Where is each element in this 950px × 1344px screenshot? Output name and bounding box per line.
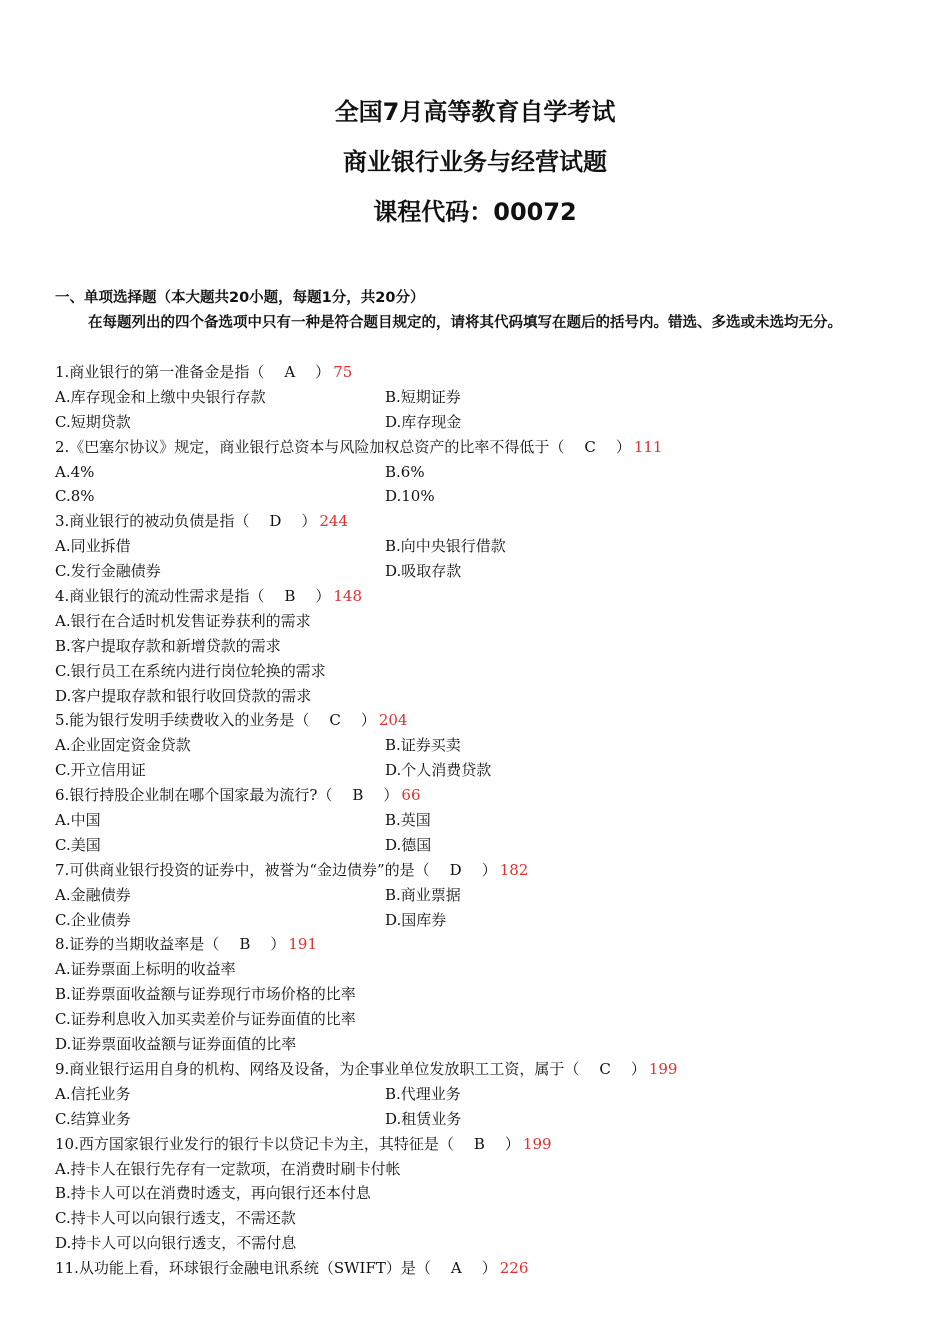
option: D.持卡人可以向银行透支，不需付息 <box>55 1234 297 1253</box>
option-row <box>55 957 905 982</box>
question-text: 11.从功能上看，环球银行金融电讯系统（SWIFT）是（ <box>55 1259 431 1278</box>
answer-close: ） <box>383 786 399 805</box>
answer-letter: B <box>284 587 296 606</box>
answer-close: ） <box>481 1259 497 1278</box>
option: A.企业固定资金贷款 <box>55 736 191 755</box>
page-ref: 199 <box>648 1059 678 1078</box>
option: A.信托业务 <box>55 1084 131 1103</box>
option-row <box>55 1082 905 1107</box>
option: B.客户提取存款和新增贷款的需求 <box>55 636 281 655</box>
question-list <box>55 360 905 1281</box>
option: A.库存现金和上缴中央银行存款 <box>55 387 266 406</box>
question-stem <box>55 584 905 609</box>
answer-close: ） <box>481 860 497 879</box>
option: D.证券票面收益额与证券面值的比率 <box>55 1035 297 1054</box>
option-row <box>55 1032 905 1057</box>
question-stem <box>55 1132 905 1157</box>
option-row <box>55 808 905 833</box>
question-stem <box>55 783 905 808</box>
question-text: 4.商业银行的流动性需求是指（ <box>55 587 265 606</box>
page-ref: 182 <box>499 860 529 879</box>
page-ref: 75 <box>333 363 353 381</box>
option: C.开立信用证 <box>55 761 146 780</box>
answer-letter: C <box>329 711 341 730</box>
option: A.持卡人在银行先存有一定款项，在消费时刷卡付帐 <box>55 1159 401 1178</box>
option-row <box>55 982 905 1007</box>
question-stem <box>55 932 905 957</box>
question-stem <box>55 1256 905 1281</box>
page-ref: 244 <box>319 512 349 531</box>
question-stem <box>55 708 905 733</box>
question-stem <box>55 435 905 460</box>
answer-letter: D <box>449 860 462 879</box>
answer-close: ） <box>360 711 376 730</box>
option: D.租赁业务 <box>385 1109 462 1128</box>
question-text: 3.商业银行的被动负债是指（ <box>55 512 250 531</box>
answer-letter: B <box>473 1134 485 1153</box>
option-row <box>55 385 905 410</box>
option-row <box>55 559 905 584</box>
option: B.向中央银行借款 <box>385 537 506 556</box>
option: A.同业拆借 <box>55 537 131 556</box>
option-row <box>55 659 905 684</box>
option-row <box>55 609 905 634</box>
option: B.6% <box>385 462 425 481</box>
page-ref: 111 <box>633 437 663 456</box>
option: B.英国 <box>385 811 431 830</box>
option-row <box>55 1206 905 1231</box>
answer-close: ） <box>315 363 331 381</box>
answer-close: ） <box>301 512 317 531</box>
option-row <box>55 1231 905 1256</box>
option: A.中国 <box>55 811 101 830</box>
question-stem <box>55 509 905 534</box>
option: B.证券买卖 <box>385 736 461 755</box>
option: A.银行在合适时机发售证券获利的需求 <box>55 611 311 630</box>
option-row <box>55 634 905 659</box>
answer-close: ） <box>630 1059 646 1078</box>
question-text: 1.商业银行的第一准备金是指（ <box>55 363 265 381</box>
answer-letter: C <box>599 1059 611 1078</box>
option: C.美国 <box>55 835 101 854</box>
question-text: 9.商业银行运用自身的机构、网络及设备，为企事业单位发放职工工资，属于（ <box>55 1059 580 1078</box>
question-text: 5.能为银行发明手续费收入的业务是（ <box>55 711 310 730</box>
option: A.金融债券 <box>55 885 131 904</box>
option: D.德国 <box>385 835 432 854</box>
question-text: 10.西方国家银行业发行的银行卡以贷记卡为主，其特征是（ <box>55 1134 454 1153</box>
page-ref: 199 <box>522 1134 552 1153</box>
option-row <box>55 534 905 559</box>
option: D.库存现金 <box>385 412 462 431</box>
option: B.商业票据 <box>385 885 461 904</box>
exam-subject: 商业银行业务与经营试题 <box>343 148 607 176</box>
option: A.4% <box>55 462 95 481</box>
option: C.8% <box>55 487 95 506</box>
option: D.吸取存款 <box>385 562 462 581</box>
question-text: 6.银行持股企业制在哪个国家最为流行?（ <box>55 786 333 805</box>
answer-close: ） <box>504 1134 520 1153</box>
option: C.企业债券 <box>55 910 131 929</box>
option-row <box>55 484 905 509</box>
option-row <box>55 908 905 933</box>
answer-letter: A <box>284 363 296 381</box>
answer-letter: C <box>584 437 596 456</box>
option: D.客户提取存款和银行收回贷款的需求 <box>55 686 312 705</box>
question-text: 7.可供商业银行投资的证券中，被誉为“金边债券”的是（ <box>55 860 430 879</box>
section-instruction: 在每题列出的四个备选项中只有一种是符合题目规定的，请将其代码填写在题后的括号内。错选、多选或未选均无分。 <box>88 315 842 331</box>
option: C.短期贷款 <box>55 412 131 431</box>
question-stem <box>55 1057 905 1082</box>
option-row <box>55 1007 905 1032</box>
option: B.短期证券 <box>385 387 461 406</box>
option: D.10% <box>385 487 435 506</box>
answer-letter: D <box>269 512 282 531</box>
option-row <box>55 758 905 783</box>
option-row <box>55 833 905 858</box>
option: B.持卡人可以在消费时透支，再向银行还本付息 <box>55 1184 371 1203</box>
option-row <box>55 733 905 758</box>
option: C.证券利息收入加买卖差价与证券面值的比率 <box>55 1010 356 1029</box>
question-text: 2.《巴塞尔协议》规定，商业银行总资本与风险加权总资产的比率不得低于（ <box>55 437 565 456</box>
course-code: 课程代码：00072 <box>373 198 577 226</box>
option: C.银行员工在系统内进行岗位轮换的需求 <box>55 661 326 680</box>
exam-title: 全国7月高等教育自学考试 <box>334 98 616 126</box>
option: C.结算业务 <box>55 1109 131 1128</box>
option-row <box>55 883 905 908</box>
page-ref: 191 <box>288 935 318 954</box>
page-ref: 204 <box>378 711 408 730</box>
option: C.发行金融债券 <box>55 562 161 581</box>
option-row <box>55 684 905 709</box>
option: D.国库券 <box>385 910 447 929</box>
answer-close: ） <box>270 935 286 954</box>
question-text: 8.证券的当期收益率是（ <box>55 935 220 954</box>
answer-letter: B <box>352 786 364 805</box>
option: B.代理业务 <box>385 1084 461 1103</box>
option-row <box>55 410 905 435</box>
option: B.证券票面收益额与证券现行市场价格的比率 <box>55 985 356 1004</box>
option: C.持卡人可以向银行透支，不需还款 <box>55 1209 296 1228</box>
page-ref: 226 <box>499 1259 529 1278</box>
page-ref: 148 <box>333 587 363 606</box>
option-row <box>55 460 905 485</box>
answer-letter: B <box>239 935 251 954</box>
page-ref: 66 <box>401 786 421 805</box>
answer-letter: A <box>450 1259 462 1278</box>
option-row <box>55 1107 905 1132</box>
answer-close: ） <box>615 437 631 456</box>
option: D.个人消费贷款 <box>385 761 492 780</box>
answer-close: ） <box>315 587 331 606</box>
question-stem <box>55 360 905 385</box>
option-row <box>55 1157 905 1182</box>
question-stem <box>55 858 905 883</box>
option: A.证券票面上标明的收益率 <box>55 960 236 979</box>
option-row <box>55 1181 905 1206</box>
section-heading: 一、单项选择题（本大题共20小题，每题1分，共20分） <box>55 290 425 306</box>
